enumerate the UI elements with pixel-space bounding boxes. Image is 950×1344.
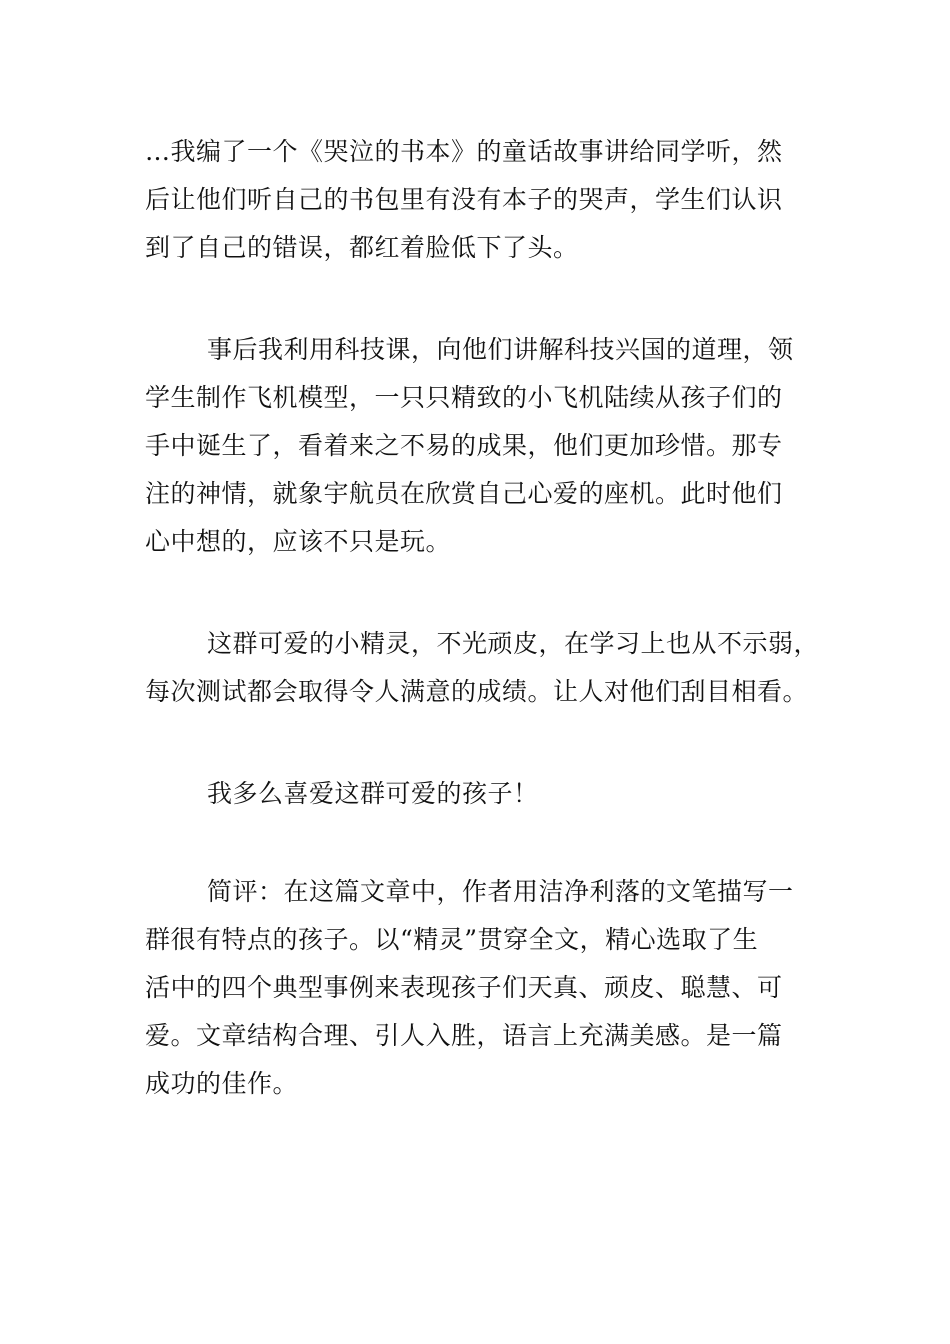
paragraph-2-line-4: 注的神情，就象宇航员在欣赏自己心爱的座机。此时他们 [145,479,783,508]
paragraph-2-line-1: 事后我利用科技课，向他们讲解科技兴国的道理，领 [207,335,794,364]
paragraph-5-line-5: 成功的佳作。 [145,1069,299,1098]
paragraph-3-line-1: 这群可爱的小精灵，不光顽皮，在学习上也从不示弱， [207,629,820,658]
paragraph-2-line-5: 心中想的，应该不只是玩。 [145,527,452,556]
paragraph-1-line-3: 到了自己的错误，都红着脸低下了头。 [145,233,579,262]
paragraph-2-line-3: 手中诞生了，看着来之不易的成果，他们更加珍惜。那专 [145,431,783,460]
paragraph-5-line-1: 简评：在这篇文章中，作者用洁净利落的文笔描写一 [207,877,794,906]
paragraph-5-line-4: 爱。文章结构合理、引人入胜，语言上充满美感。是一篇 [145,1021,783,1050]
paragraph-5-line-3: 活中的四个典型事例来表现孩子们天真、顽皮、聪慧、可 [145,973,783,1002]
paragraph-3-line-2: 每次测试都会取得令人满意的成绩。让人对他们刮目相看。 [145,677,809,706]
paragraph-1-line-1: …我编了一个《哭泣的书本》的童话故事讲给同学听，然 [145,137,783,166]
paragraph-4-line-1: 我多么喜爱这群可爱的孩子！ [207,779,539,808]
paragraph-1-line-2: 后让他们听自己的书包里有没有本子的哭声，学生们认识 [145,185,783,214]
paragraph-5-line-2: 群很有特点的孩子。以“精灵”贯穿全文，精心选取了生 [145,925,759,954]
paragraph-2-line-2: 学生制作飞机模型，一只只精致的小飞机陆续从孩子们的 [145,383,783,412]
